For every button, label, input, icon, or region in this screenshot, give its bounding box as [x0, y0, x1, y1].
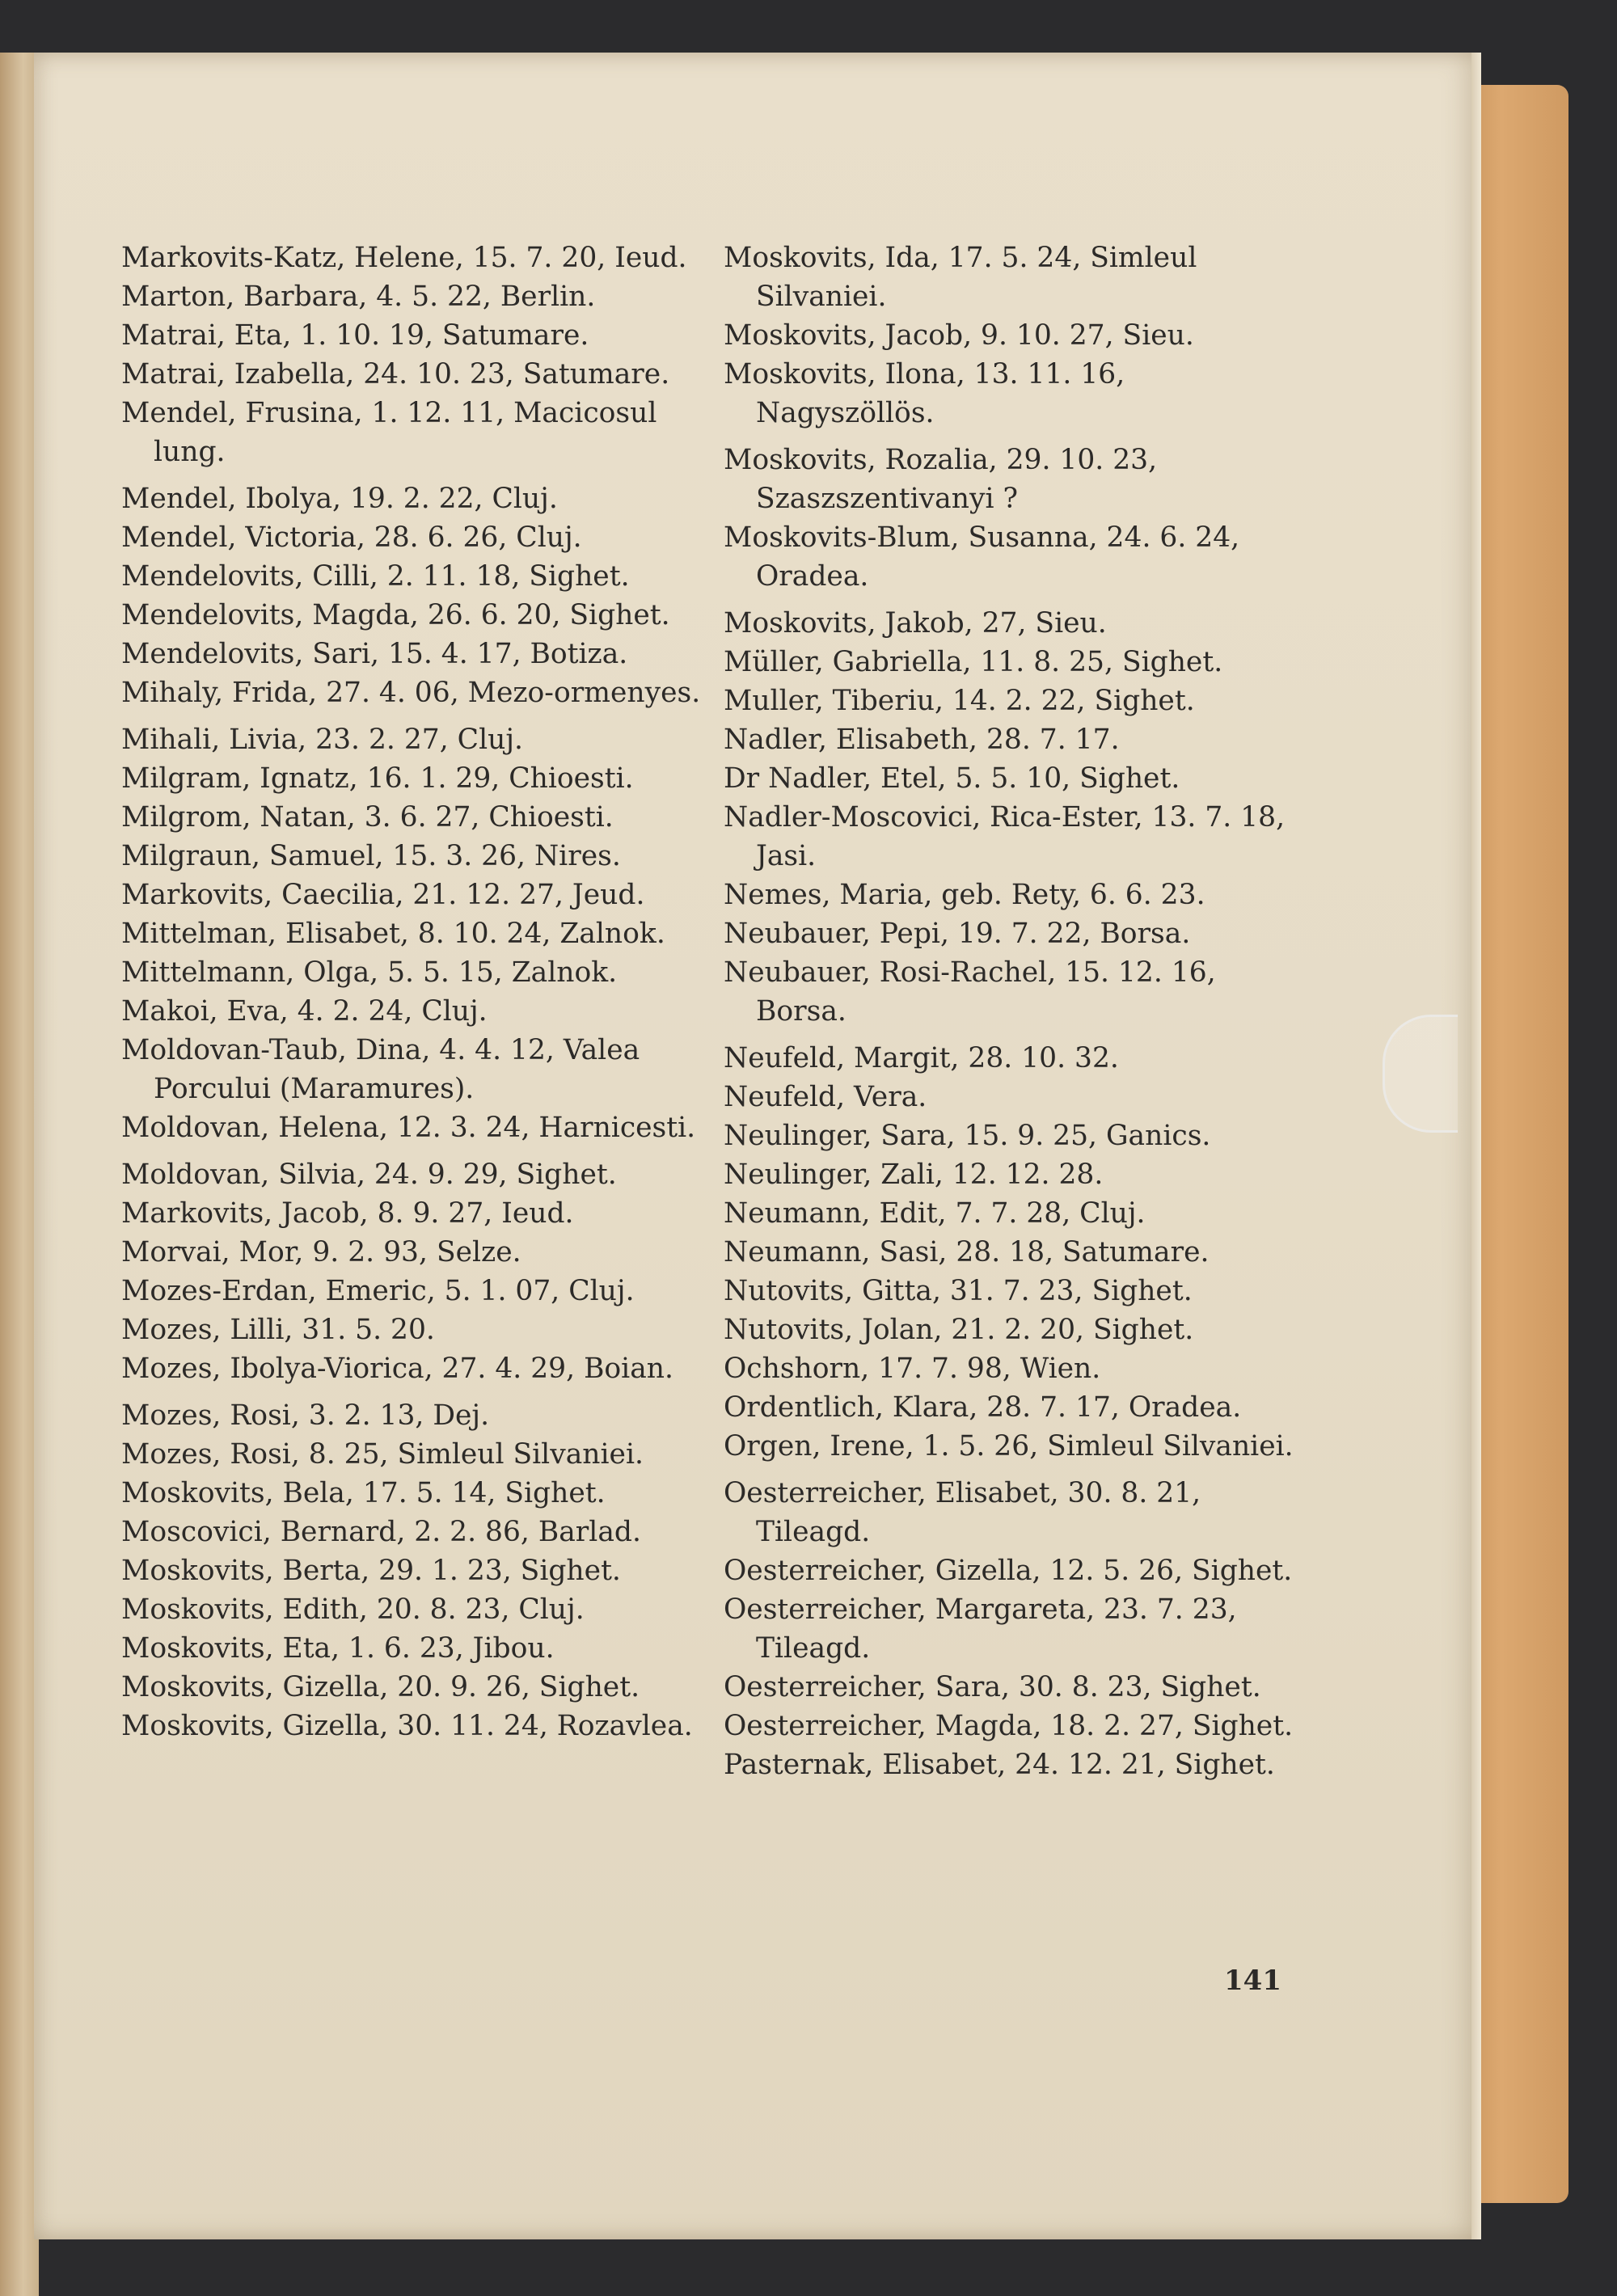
list-entry: Moskovits-Blum, Susanna, 24. 6. 24, Oradea.	[724, 521, 1240, 593]
list-entry: Müller, Gabriella, 11. 8. 25, Sighet.	[724, 646, 1223, 678]
list-entry: Neubauer, Pepi, 19. 7. 22, Borsa.	[724, 918, 1191, 950]
left-column	[121, 238, 711, 1745]
list-entry: Nutovits, Gitta, 31. 7. 23, Sighet.	[724, 1275, 1193, 1307]
list-entry: Markovits, Jacob, 8. 9. 27, Ieud.	[121, 1197, 574, 1230]
list-entry: Neumann, Sasi, 28. 18, Satumare.	[724, 1236, 1210, 1268]
list-entry: Oesterreicher, Margareta, 23. 7. 23, Tileagd.	[724, 1593, 1237, 1665]
list-entry: Moskovits, Jakob, 27, Sieu.	[724, 607, 1107, 639]
list-entry: Markovits, Caecilia, 21. 12. 27, Jeud.	[121, 879, 645, 911]
list-entry: Dr Nadler, Etel, 5. 5. 10, Sighet.	[724, 762, 1180, 795]
list-entry: Mozes, Rosi, 3. 2. 13, Dej.	[121, 1399, 490, 1432]
list-entry: Neufeld, Vera.	[724, 1081, 927, 1113]
left-page-edge	[0, 53, 39, 2296]
right-column	[724, 238, 1306, 1784]
list-entry: Milgrom, Natan, 3. 6. 27, Chioesti.	[121, 801, 614, 834]
list-entry: Moskovits, Gizella, 20. 9. 26, Sighet.	[121, 1671, 640, 1703]
list-entry: Moskovits, Ida, 17. 5. 24, Simleul Silvaniei.	[724, 242, 1197, 313]
list-entry: Moldovan-Taub, Dina, 4. 4. 12, Valea Porcului (Maramures).	[121, 1034, 640, 1105]
list-entry: Moskovits, Edith, 20. 8. 23, Cluj.	[121, 1593, 585, 1626]
list-entry: Markovits-Katz, Helene, 15. 7. 20, Ieud.	[121, 242, 687, 274]
list-entry: Moskovits, Ilona, 13. 11. 16, Nagyszöllös.	[724, 358, 1125, 429]
list-entry: Moldovan, Helena, 12. 3. 24, Harnicesti.	[121, 1112, 696, 1144]
list-entry: Milgraun, Samuel, 15. 3. 26, Nires.	[121, 840, 621, 872]
list-entry: Mozes, Rosi, 8. 25, Simleul Silvaniei.	[121, 1438, 644, 1471]
list-entry: Oesterreicher, Gizella, 12. 5. 26, Sighet.	[724, 1555, 1293, 1587]
list-entry: Mendelovits, Sari, 15. 4. 17, Botiza.	[121, 638, 628, 670]
list-entry: Oesterreicher, Elisabet, 30. 8. 21, Tileagd.	[724, 1477, 1201, 1548]
list-entry: Ordentlich, Klara, 28. 7. 17, Oradea.	[724, 1391, 1242, 1424]
page-number: 141	[1224, 1965, 1281, 1997]
list-entry: Mittelmann, Olga, 5. 5. 15, Zalnok.	[121, 956, 618, 989]
list-entry: Mendel, Frusina, 1. 12. 11, Macicosul lung.	[121, 397, 657, 468]
list-entry: Neufeld, Margit, 28. 10. 32.	[724, 1042, 1119, 1074]
list-entry: Oesterreicher, Sara, 30. 8. 23, Sighet.	[724, 1671, 1261, 1703]
list-entry: Moskovits, Rozalia, 29. 10. 23, Szaszszentivanyi ?	[724, 444, 1158, 515]
list-entry: Mihaly, Frida, 27. 4. 06, Mezo-ormenyes.	[121, 677, 701, 709]
list-entry: Neulinger, Zali, 12. 12. 28.	[724, 1159, 1104, 1191]
list-entry: Matrai, Eta, 1. 10. 19, Satumare.	[121, 319, 589, 352]
list-entry: Oesterreicher, Magda, 18. 2. 27, Sighet.	[724, 1710, 1294, 1742]
list-entry: Mendelovits, Cilli, 2. 11. 18, Sighet.	[121, 560, 630, 593]
list-entry: Neulinger, Sara, 15. 9. 25, Ganics.	[724, 1120, 1211, 1152]
list-entry: Mozes, Ibolya-Viorica, 27. 4. 29, Boian.	[121, 1353, 673, 1385]
list-entry: Moscovici, Bernard, 2. 2. 86, Barlad.	[121, 1516, 641, 1548]
list-entry: Neubauer, Rosi-Rachel, 15. 12. 16, Borsa.	[724, 956, 1216, 1028]
list-entry: Moskovits, Berta, 29. 1. 23, Sighet.	[121, 1555, 621, 1587]
list-entry: Marton, Barbara, 4. 5. 22, Berlin.	[121, 281, 596, 313]
list-entry: Neumann, Edit, 7. 7. 28, Cluj.	[724, 1197, 1146, 1230]
list-entry: Matrai, Izabella, 24. 10. 23, Satumare.	[121, 358, 670, 390]
list-entry: Mendelovits, Magda, 26. 6. 20, Sighet.	[121, 599, 670, 631]
list-entry: Makoi, Eva, 4. 2. 24, Cluj.	[121, 995, 488, 1028]
list-entry: Morvai, Mor, 9. 2. 93, Selze.	[121, 1236, 521, 1268]
list-entry: Moskovits, Eta, 1. 6. 23, Jibou.	[121, 1632, 555, 1665]
list-entry: Moskovits, Gizella, 30. 11. 24, Rozavlea.	[121, 1710, 693, 1742]
list-entry: Mendel, Ibolya, 19. 2. 22, Cluj.	[121, 483, 558, 515]
list-entry: Pasternak, Elisabet, 24. 12. 21, Sighet.	[724, 1749, 1275, 1781]
clip-tab	[1383, 1015, 1458, 1133]
list-entry: Moldovan, Silvia, 24. 9. 29, Sighet.	[121, 1159, 617, 1191]
list-entry: Moskovits, Jacob, 9. 10. 27, Sieu.	[724, 319, 1194, 352]
list-entry: Nadler-Moscovici, Rica-Ester, 13. 7. 18, Jasi.	[724, 801, 1286, 872]
list-entry: Mihali, Livia, 23. 2. 27, Cluj.	[121, 724, 523, 756]
list-entry: Nadler, Elisabeth, 28. 7. 17.	[724, 724, 1120, 756]
list-entry: Milgram, Ignatz, 16. 1. 29, Chioesti.	[121, 762, 634, 795]
list-entry: Orgen, Irene, 1. 5. 26, Simleul Silvaniei.	[724, 1430, 1294, 1462]
list-entry: Mozes-Erdan, Emeric, 5. 1. 07, Cluj.	[121, 1275, 635, 1307]
list-entry: Mozes, Lilli, 31. 5. 20.	[121, 1314, 435, 1346]
list-entry: Moskovits, Bela, 17. 5. 14, Sighet.	[121, 1477, 606, 1509]
list-entry: Mendel, Victoria, 28. 6. 26, Cluj.	[121, 521, 582, 554]
list-entry: Nutovits, Jolan, 21. 2. 20, Sighet.	[724, 1314, 1194, 1346]
list-entry: Muller, Tiberiu, 14. 2. 22, Sighet.	[724, 685, 1195, 717]
list-entry: Nemes, Maria, geb. Rety, 6. 6. 23.	[724, 879, 1205, 911]
list-entry: Mittelman, Elisabet, 8. 10. 24, Zalnok.	[121, 918, 665, 950]
list-entry: Ochshorn, 17. 7. 98, Wien.	[724, 1353, 1101, 1385]
